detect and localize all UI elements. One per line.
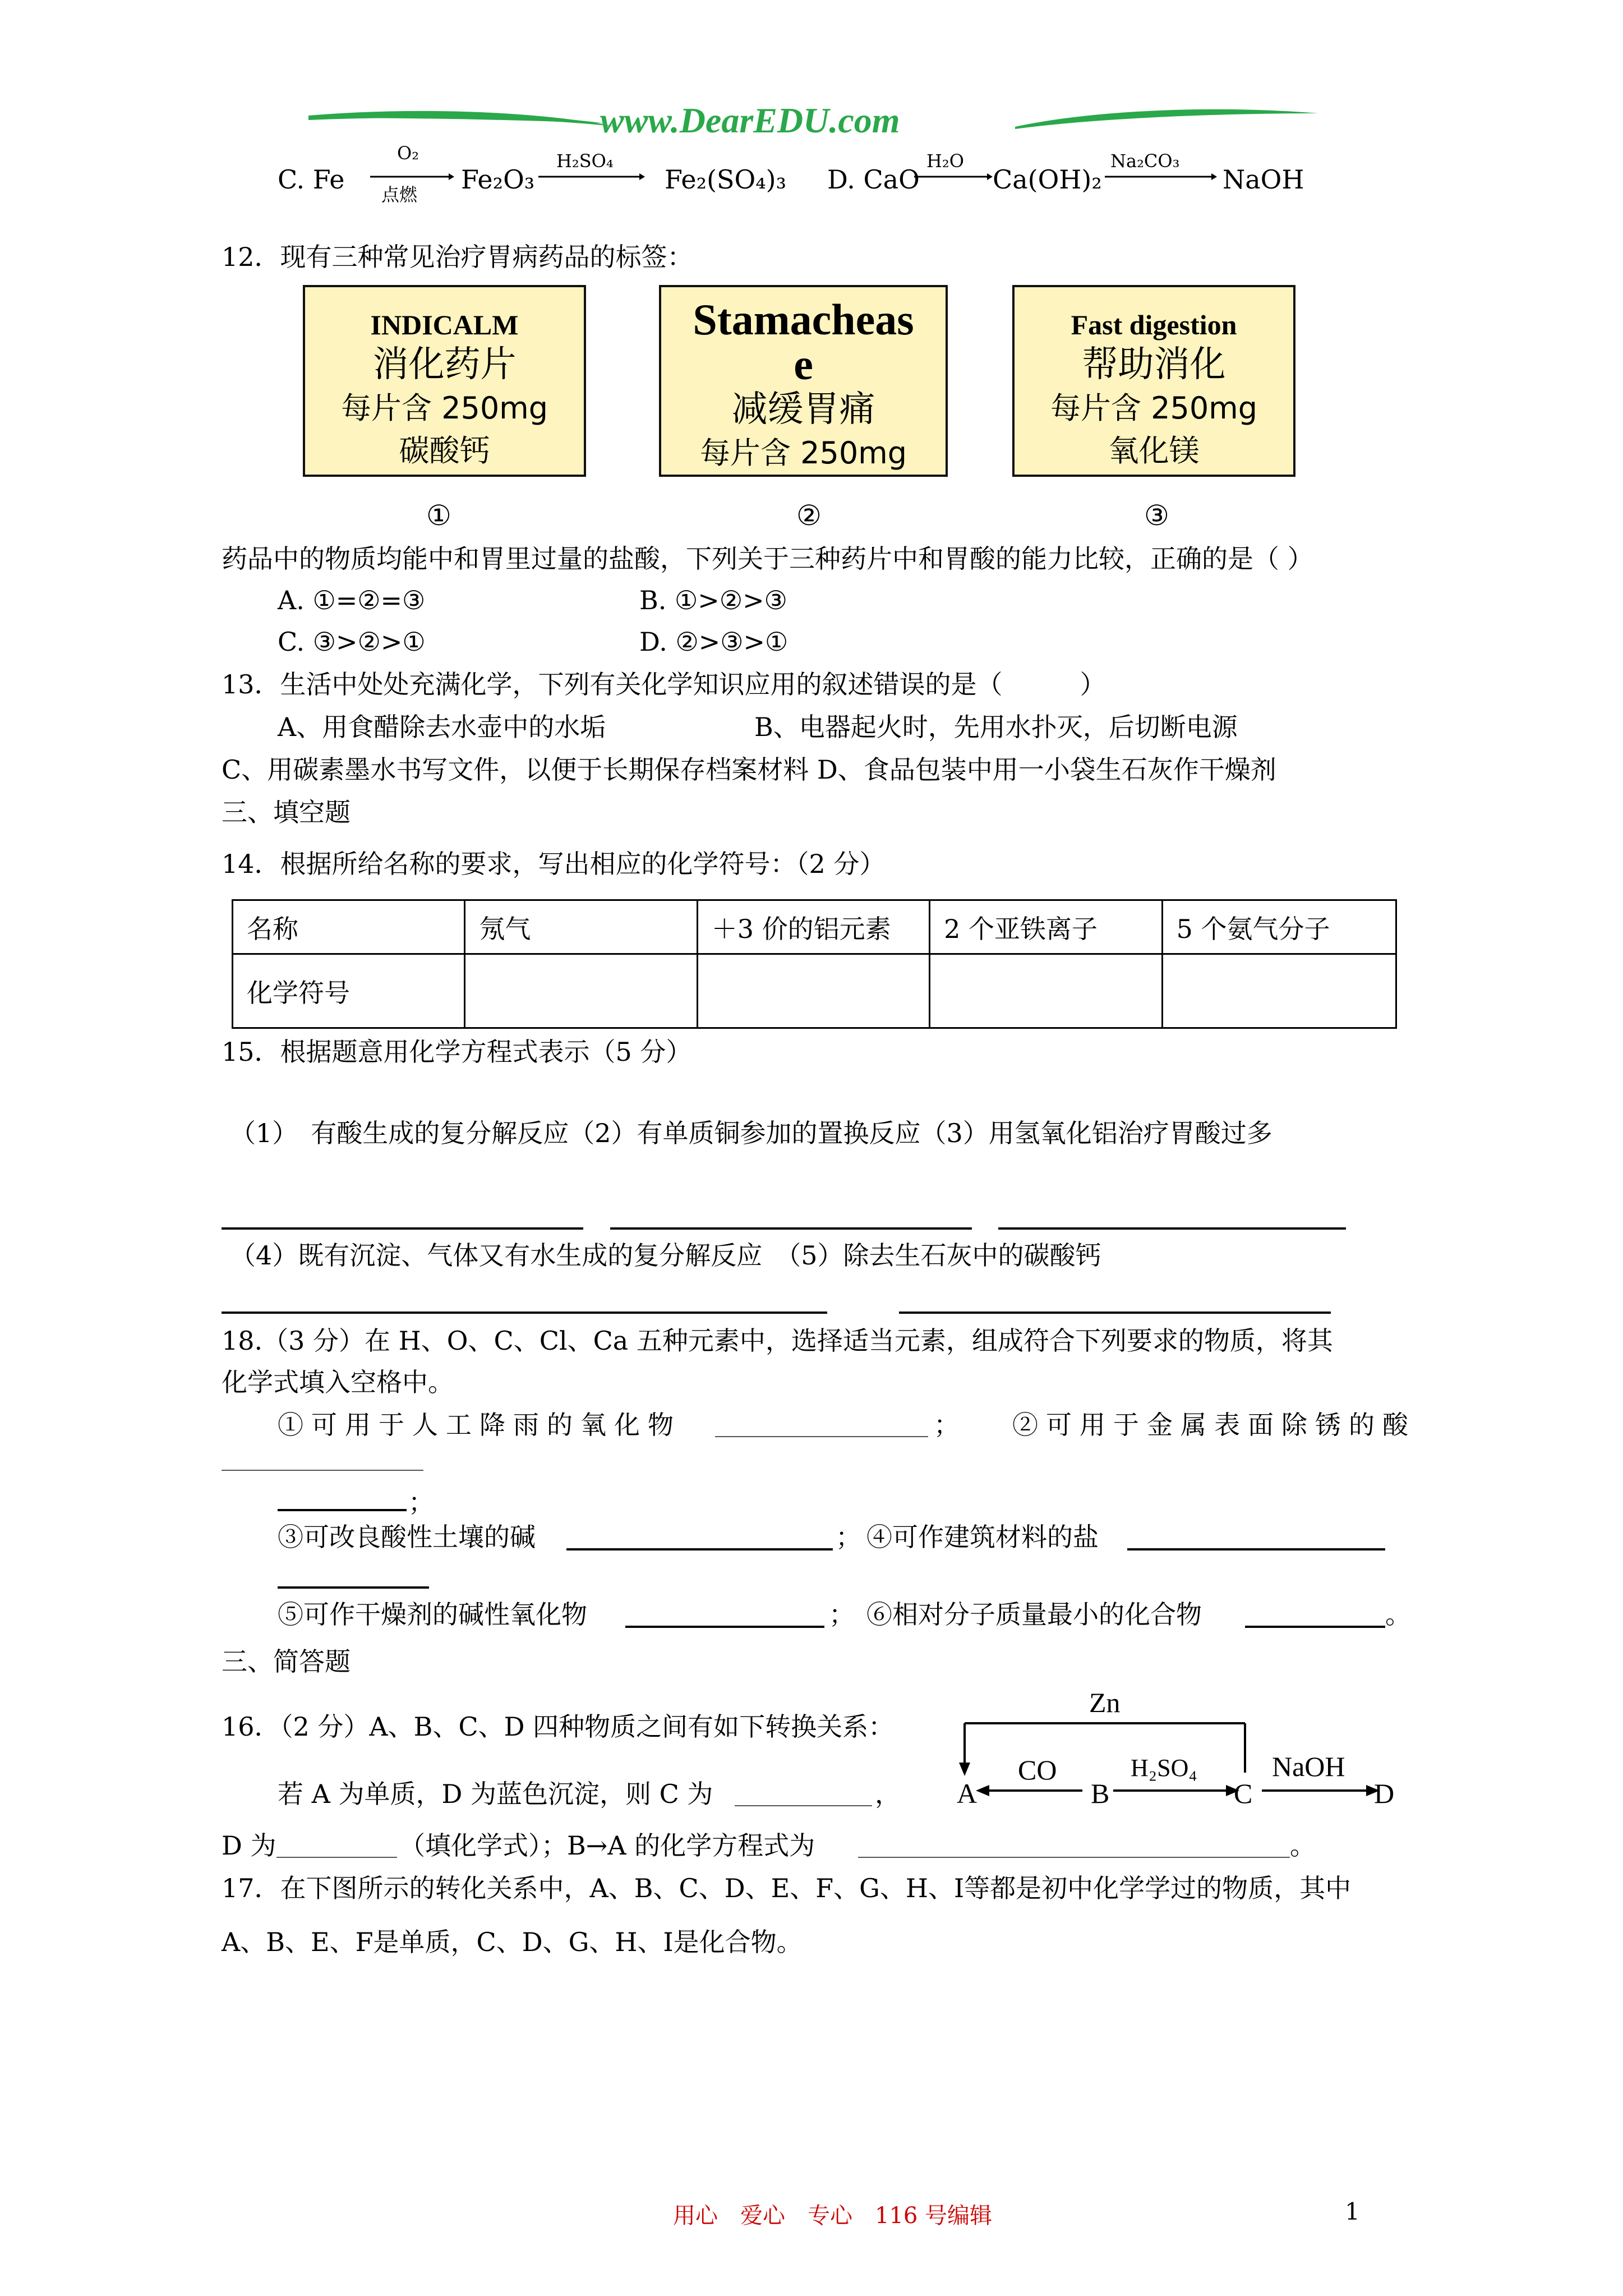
label-2-dose: 每片含 250mg xyxy=(699,435,907,471)
q14-header-cell: 2 个亚铁离子 xyxy=(930,900,1162,954)
q18-item-1: ①可用于人工降雨的氧化物 xyxy=(278,1410,681,1440)
label-1-chinese: 消化药片 xyxy=(372,344,517,385)
label-1-dose: 每片含 250mg xyxy=(340,390,548,426)
medicine-label-3 xyxy=(1012,285,1295,477)
q18-item-4: ④可作建筑材料的盐 xyxy=(866,1522,1099,1552)
q12-option-c: C. ③>②>① xyxy=(278,627,426,657)
q18-item-3: ③可改良酸性土壤的碱 xyxy=(278,1522,536,1552)
label-3-chinese: 帮助消化 xyxy=(1082,344,1226,385)
q12-option-a: A. ①=②=③ xyxy=(278,585,426,615)
q16-diagram-h2so4: H₂SO₄ xyxy=(1131,1754,1197,1782)
footer-text: 用心 爱心 专心 116 号编辑 xyxy=(673,2203,993,2229)
q18-blank-6[interactable] xyxy=(1245,1626,1385,1628)
q15-stem: 15．根据题意用化学方程式表示（5 分） xyxy=(222,1037,692,1067)
label-2-english-line2: e xyxy=(794,340,813,389)
q11-d-reagent1: H₂O xyxy=(926,150,964,172)
q15-answer-blank-4[interactable] xyxy=(222,1312,827,1314)
q14-answer-cell[interactable] xyxy=(1162,954,1396,1028)
label-2-number: ② xyxy=(796,499,822,532)
label-2-chinese: 减缓胃痛 xyxy=(731,389,875,430)
q14-answer-cell[interactable] xyxy=(465,954,697,1028)
q13-stem: 13．生活中处处充满化学，下列有关化学知识应用的叙述错误的是（ ） xyxy=(222,669,1106,700)
label-3-english: Fast digestion xyxy=(1071,309,1237,341)
label-1-english: INDICALM xyxy=(370,309,519,341)
label-2-english-line1: Stamacheas xyxy=(693,295,914,344)
page-number: 1 xyxy=(1345,2198,1360,2225)
q16-blank-d[interactable] xyxy=(276,1857,397,1858)
q16-diagram-zn: Zn xyxy=(1089,1687,1121,1718)
q18-item-3-sep: ； xyxy=(836,1522,861,1552)
medicine-label-2 xyxy=(659,285,948,477)
q14-header-cell: ＋3 价的铝元素 xyxy=(697,900,929,954)
q14-answer-cell[interactable] xyxy=(930,954,1162,1028)
q16-blank-equation[interactable] xyxy=(858,1857,1290,1858)
q16-diagram-c: C xyxy=(1234,1778,1253,1809)
q18-item-1-sep: ； xyxy=(934,1410,960,1440)
q18-stem-line2: 化学式填入空格中。 xyxy=(222,1367,454,1397)
q14-header-cell: 氖气 xyxy=(465,900,697,954)
q18-item-2: ②可用于金属表面除锈的酸 xyxy=(1012,1410,1416,1440)
q17-line1: 17．在下图所示的转化关系中，A、B、C、D、E、F、G、H、I等都是初中化学学过的物质，其中 xyxy=(222,1873,1352,1903)
q16-line2-comma: ， xyxy=(875,1779,901,1809)
q14-table xyxy=(232,899,1397,1029)
medicine-label-1 xyxy=(303,285,586,477)
table-row xyxy=(233,954,1396,1028)
q18-blank-4b[interactable] xyxy=(278,1586,429,1589)
q11-c-product1: Fe₂O₃ xyxy=(461,164,535,195)
q18-blank-5[interactable] xyxy=(625,1626,824,1628)
q16-line3-end: 。 xyxy=(1290,1830,1316,1861)
q11-c-condition: 点燃 xyxy=(381,184,418,205)
q12-stem: 12．现有三种常见治疗胃病药品的标签： xyxy=(222,242,693,272)
q18-item-6-end: 。 xyxy=(1385,1599,1411,1630)
q11-c-reagent1: O₂ xyxy=(397,142,419,164)
header-site-name: www.DearEDU.com xyxy=(600,100,900,140)
table-row xyxy=(233,900,1396,954)
q16-diagram-co: CO xyxy=(1018,1754,1057,1786)
q11-c-label: C. Fe xyxy=(278,164,345,195)
label-1-number: ① xyxy=(426,499,451,532)
q14-header-cell: 5 个氨气分子 xyxy=(1162,900,1396,954)
q18-stem-line1: 18.（3 分）在 H、O、C、Cl、Ca 五种元素中，选择适当元素，组成符合下列要求的物质，将其 xyxy=(222,1326,1333,1356)
q15-line2: （4）既有沉淀、气体又有水生成的复分解反应 （5）除去生石灰中的碳酸钙 xyxy=(230,1240,1101,1271)
q15-answer-blank-5[interactable] xyxy=(899,1312,1331,1314)
q11-c-reagent2: H₂SO₄ xyxy=(556,150,614,172)
q15-answer-blank-3[interactable] xyxy=(998,1227,1346,1230)
q18-item-6: ⑥相对分子质量最小的化合物 xyxy=(866,1599,1202,1630)
q11-d-label: D. CaO xyxy=(827,164,920,195)
q12-option-d: D. ②>③>① xyxy=(639,627,789,657)
q16-blank-c[interactable] xyxy=(735,1805,872,1806)
label-3-dose: 每片含 250mg xyxy=(1050,390,1258,426)
label-3-ingredient: 氧化镁 xyxy=(1108,433,1200,468)
q18-item-5-sep: ； xyxy=(829,1599,855,1630)
q15-answer-blank-2[interactable] xyxy=(610,1227,972,1230)
q16-diagram-naoh: NaOH xyxy=(1272,1751,1345,1782)
q15-answer-blank-1[interactable] xyxy=(222,1227,583,1230)
q16-line2-text: 若 A 为单质，D 为蓝色沉淀，则 C 为 xyxy=(278,1779,713,1809)
q18-item-2-end: ； xyxy=(408,1487,434,1517)
q16-diagram-a: A xyxy=(957,1778,978,1809)
q18-blank-4a[interactable] xyxy=(1127,1548,1385,1550)
q12-option-b: B. ①>②>③ xyxy=(639,585,787,615)
q12-question: 药品中的物质均能中和胃里过量的盐酸，下列关于三种药片中和胃酸的能力比较，正确的是（ ） xyxy=(222,544,1313,574)
q11-d-product1: Ca(OH)₂ xyxy=(993,164,1102,195)
reaction-arrow-icon xyxy=(538,171,645,182)
q17-line2: A、B、E、F是单质，C、D、G、H、I是化合物。 xyxy=(222,1927,803,1957)
q16-diagram-b: B xyxy=(1091,1778,1110,1809)
q18-blank-2b[interactable] xyxy=(278,1509,407,1511)
q14-row-label: 化学符号 xyxy=(233,954,465,1028)
q13-option-a: A、用食醋除去水壶中的水垢 xyxy=(278,712,606,742)
q16-stem: 16．（2 分）A、B、C、D 四种物质之间有如下转换关系： xyxy=(222,1711,895,1742)
label-3-number: ③ xyxy=(1144,499,1169,532)
q14-header-cell: 名称 xyxy=(233,900,465,954)
q16-line3-prefix: D 为 xyxy=(222,1830,276,1861)
section-fill-in-title: 三、填空题 xyxy=(222,797,351,827)
q14-stem: 14．根据所给名称的要求，写出相应的化学符号：（2 分） xyxy=(222,849,886,879)
q11-c-product2: Fe₂(SO₄)₃ xyxy=(665,164,787,195)
q18-blank-1[interactable] xyxy=(715,1436,928,1437)
q13-option-b: B、电器起火时，先用水扑灭，后切断电源 xyxy=(754,712,1238,742)
q18-blank-2a[interactable] xyxy=(222,1470,423,1471)
section-short-answer-title: 三、简答题 xyxy=(222,1646,351,1677)
q16-line3-text: （填化学式）；B→A 的化学方程式为 xyxy=(399,1830,815,1861)
reaction-arrow-icon xyxy=(1105,171,1217,182)
reaction-arrow-icon xyxy=(914,171,993,182)
q11-d-product2: NaOH xyxy=(1223,164,1304,195)
q15-line1: （1） 有酸生成的复分解反应（2）有单质铜参加的置换反应（3）用氢氧化铝治疗胃酸过多 xyxy=(230,1118,1272,1148)
q18-item-5: ⑤可作干燥剂的碱性氧化物 xyxy=(278,1599,587,1630)
q16-diagram-d: D xyxy=(1374,1778,1395,1809)
q14-answer-cell[interactable] xyxy=(697,954,929,1028)
q11-d-reagent2: Na₂CO₃ xyxy=(1110,150,1180,172)
q18-blank-3[interactable] xyxy=(566,1548,833,1550)
label-1-ingredient: 碳酸钙 xyxy=(399,433,490,468)
q13-option-cd: C、用碳素墨水书写文件，以便于长期保存档案材料 D、食品包装中用一小袋生石灰作干燥剂 xyxy=(222,754,1276,785)
